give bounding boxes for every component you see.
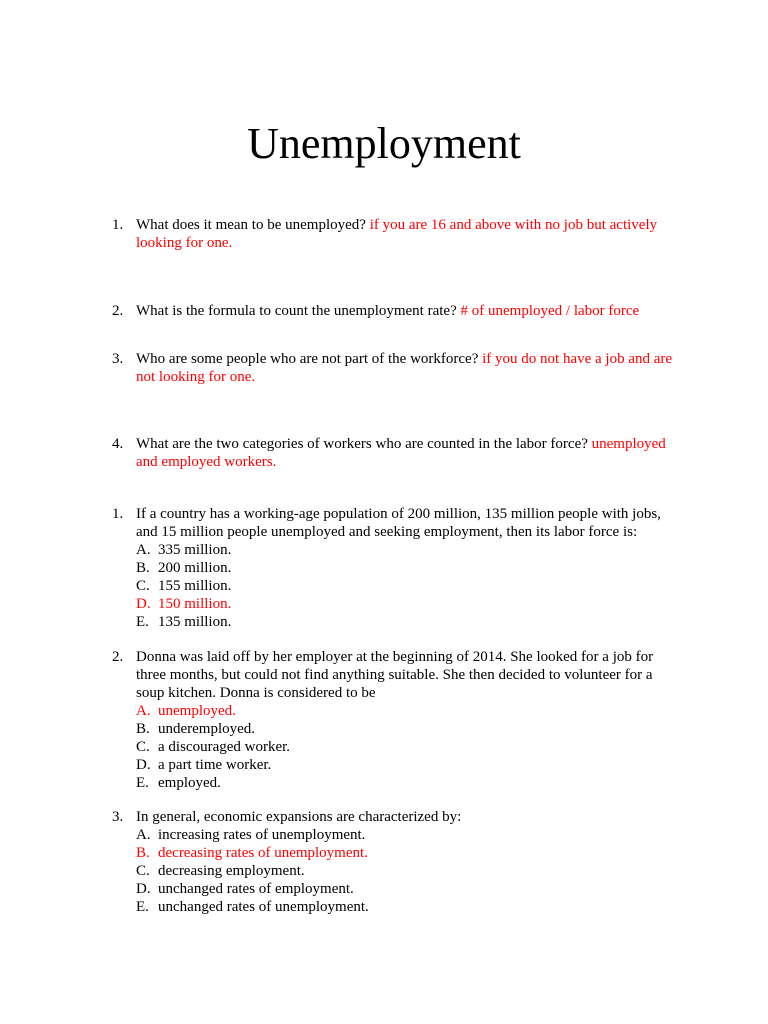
question-number: 2. [112,303,124,319]
option [136,774,678,792]
option [136,898,678,916]
question-text: What is the formula to count the unemployment rate? [136,303,457,319]
option-letter: E. [136,899,149,915]
answer-text: if you are 16 and above with no job but actively looking for one. [136,217,658,251]
option-text: underemployed. [158,721,256,737]
option [136,577,678,595]
question-text: What does it mean to be unemployed? [136,217,366,233]
question-text: If a country has a working-age population of 200 million, 135 million people with jobs, and 15 million people unemployed and seeking employment, then its labor force is: [136,506,661,540]
short-answer-question [112,435,678,471]
options-list [112,702,678,792]
question-text: What are the two categories of workers who are counted in the labor force? [136,436,588,452]
option-text: 200 million. [158,560,232,576]
option-text: unchanged rates of employment. [158,881,354,897]
option-text: 150 million. [158,596,232,612]
option-letter: A. [136,703,151,719]
option-text: increasing rates of unemployment. [158,827,366,843]
question-number: 2. [112,649,124,665]
question-number: 1. [112,217,124,233]
option-text: a part time worker. [158,757,272,773]
option [136,738,678,756]
option-text: unemployed. [158,703,236,719]
option-correct [136,702,678,720]
question-text: Who are some people who are not part of the workforce? [136,351,479,367]
option [136,541,678,559]
question-number: 3. [112,351,124,367]
answer-text: # of unemployed / labor force [460,303,640,319]
options-list [112,541,678,631]
answer-text: unemployed and employed workers. [136,436,666,470]
option-letter: E. [136,614,149,630]
question-text: In general, economic expansions are characterized by: [136,809,462,825]
option-letter: C. [136,863,150,879]
option-correct [136,844,678,862]
multiple-choice-question [112,505,678,631]
option-text: 155 million. [158,578,232,594]
option [136,862,678,880]
option-letter: A. [136,827,151,843]
question-number: 4. [112,436,124,452]
option-letter: B. [136,560,150,576]
option-letter: D. [136,881,151,897]
option [136,720,678,738]
option-text: decreasing employment. [158,863,305,879]
option [136,613,678,631]
multiple-choice-question [112,648,678,792]
short-answer-question [112,350,678,386]
option-letter: D. [136,757,151,773]
multiple-choice-question [112,808,678,916]
question-number: 1. [112,506,124,522]
short-answer-question [112,216,678,252]
option [136,880,678,898]
option-text: decreasing rates of unemployment. [158,845,368,861]
option-correct [136,595,678,613]
option-text: a discouraged worker. [158,739,291,755]
option [136,826,678,844]
question-number: 3. [112,809,124,825]
option-text: employed. [158,775,221,791]
question-text: Donna was laid off by her employer at the beginning of 2014. She looked for a job for three months, but could not find anything suitable. She then decided to volunteer for a soup kitchen. Donna is considered to be [136,649,654,701]
option-letter: A. [136,542,151,558]
option-letter: E. [136,775,149,791]
option-letter: C. [136,578,150,594]
short-answer-question [112,302,678,320]
option-letter: C. [136,739,150,755]
option [136,559,678,577]
option-letter: B. [136,721,150,737]
page-title: Unemployment [247,119,521,168]
option-text: 335 million. [158,542,232,558]
option-text: unchanged rates of unemployment. [158,899,369,915]
option-letter: B. [136,845,150,861]
option-letter: D. [136,596,151,612]
options-list [112,826,678,916]
option-text: 135 million. [158,614,232,630]
option [136,756,678,774]
answer-text: if you do not have a job and are not looking for one. [136,351,673,385]
